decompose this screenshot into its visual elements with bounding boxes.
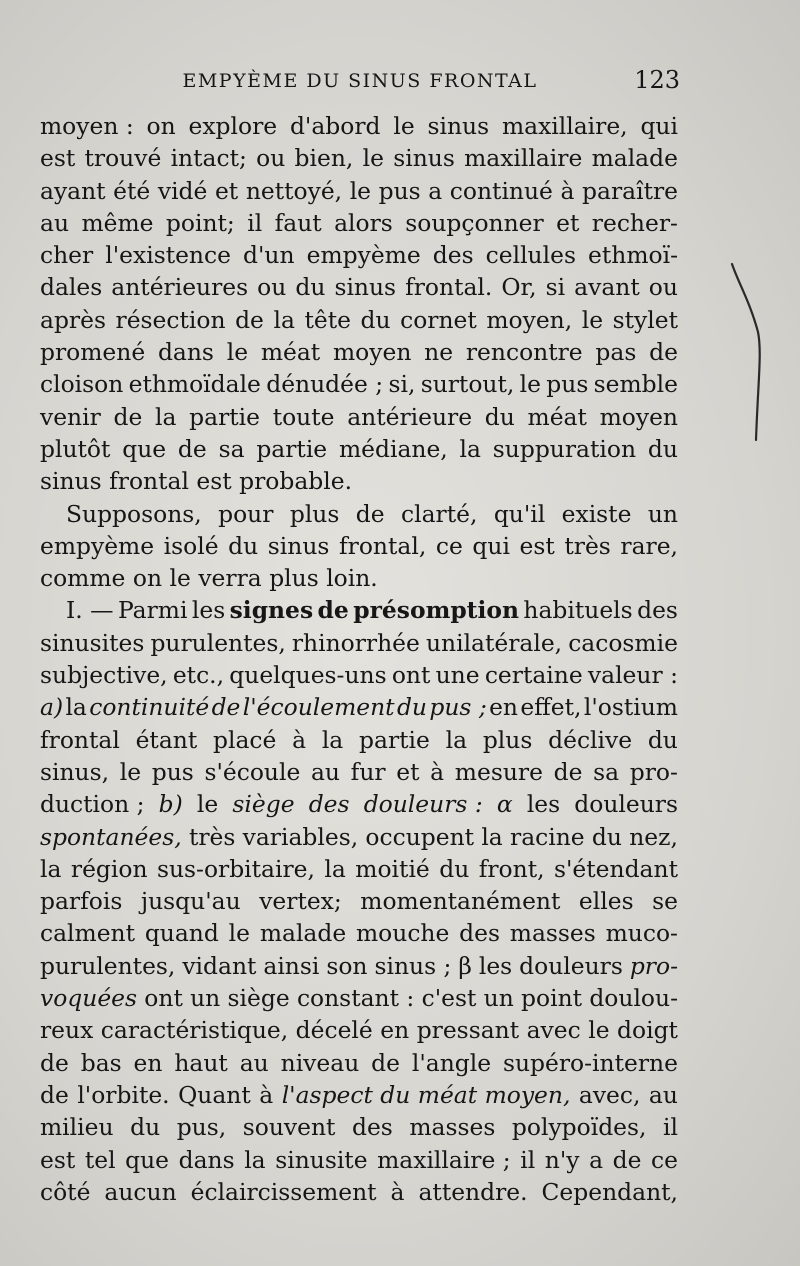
text-line: Supposons, pour plus de clarté, qu'il existe un	[66, 499, 678, 528]
text-line: sinus, le pus s'écoule au fur et à mesure de sa pro-	[40, 757, 678, 786]
text-line: reux caractéristique, décelé en pressant avec le doigt	[40, 1016, 678, 1045]
text-line: plutôt que de sa partie médiane, la suppuration du	[40, 434, 678, 463]
text-line: cloison ethmoïdale dénudée ; si, surtout, le pus semble	[40, 370, 678, 399]
text-line: purulentes, vidant ainsi son sinus ; β les douleurs pro-	[40, 951, 678, 980]
running-head: EMPYÈME DU SINUS FRONTAL	[182, 70, 538, 92]
text-line: duction ; b) le siège des douleurs : α les douleurs	[40, 790, 678, 819]
text-line: au même point; il faut alors soupçonner et recher-	[40, 208, 678, 237]
text-line: après résection de la tête du cornet moyen, le stylet	[40, 305, 678, 334]
text-line: milieu du pus, souvent des masses polypoïdes, il	[40, 1113, 678, 1142]
text-line: voquées ont un siège constant : c'est un point doulou-	[40, 984, 678, 1013]
text-line: frontal étant placé à la partie la plus déclive du	[40, 725, 678, 754]
text-line: I. — Parmi les signes de présomption habituels des	[66, 596, 678, 625]
text-line: comme on le verra plus loin.	[40, 564, 378, 593]
page-header	[40, 66, 680, 96]
text-line: promené dans le méat moyen ne rencontre pas de	[40, 338, 678, 367]
text-line: a) la continuité de l'écoulement du pus ; en effet, l'ostium	[40, 693, 678, 722]
text-line: parfois jusqu'au vertex; momentanément elles se	[40, 887, 678, 916]
page-number: 123	[634, 66, 680, 94]
text-line: subjective, etc., quelques-uns ont une certaine valeur :	[40, 661, 678, 690]
text-line: sinus frontal est probable.	[40, 467, 353, 496]
text-line: côté aucun éclaircissement à attendre. Cependant,	[40, 1177, 678, 1206]
text-line: est trouvé intact; ou bien, le sinus maxillaire malade	[40, 144, 678, 173]
text-line: de bas en haut au niveau de l'angle supéro-interne	[40, 1048, 678, 1077]
text-line: sinusites purulentes, rhinorrhée unilatérale, cacosmie	[40, 628, 678, 657]
text-line: venir de la partie toute antérieure du méat moyen	[40, 402, 678, 431]
text-line: la région sus-orbitaire, la moitié du front, s'étendant	[40, 854, 678, 883]
text-line: calment quand le malade mouche des masses muco-	[40, 919, 678, 948]
text-line: ayant été vidé et nettoyé, le pus a continué à paraître	[40, 176, 678, 205]
margin-pencil-mark	[728, 262, 768, 442]
text-line: est tel que dans la sinusite maxillaire ; il n'y a de ce	[40, 1145, 678, 1174]
body-text	[40, 110, 678, 1208]
text-line: de l'orbite. Quant à l'aspect du méat moyen, avec, au	[40, 1080, 678, 1109]
text-line: spontanées, très variables, occupent la racine du nez,	[40, 822, 678, 851]
text-line: moyen : on explore d'abord le sinus maxillaire, qui	[40, 112, 678, 140]
text-line: dales antérieures ou du sinus frontal. Or, si avant ou	[40, 273, 678, 302]
text-line: cher l'existence d'un empyème des cellules ethmoï-	[40, 241, 678, 270]
text-line: empyème isolé du sinus frontal, ce qui est très rare,	[40, 531, 678, 560]
